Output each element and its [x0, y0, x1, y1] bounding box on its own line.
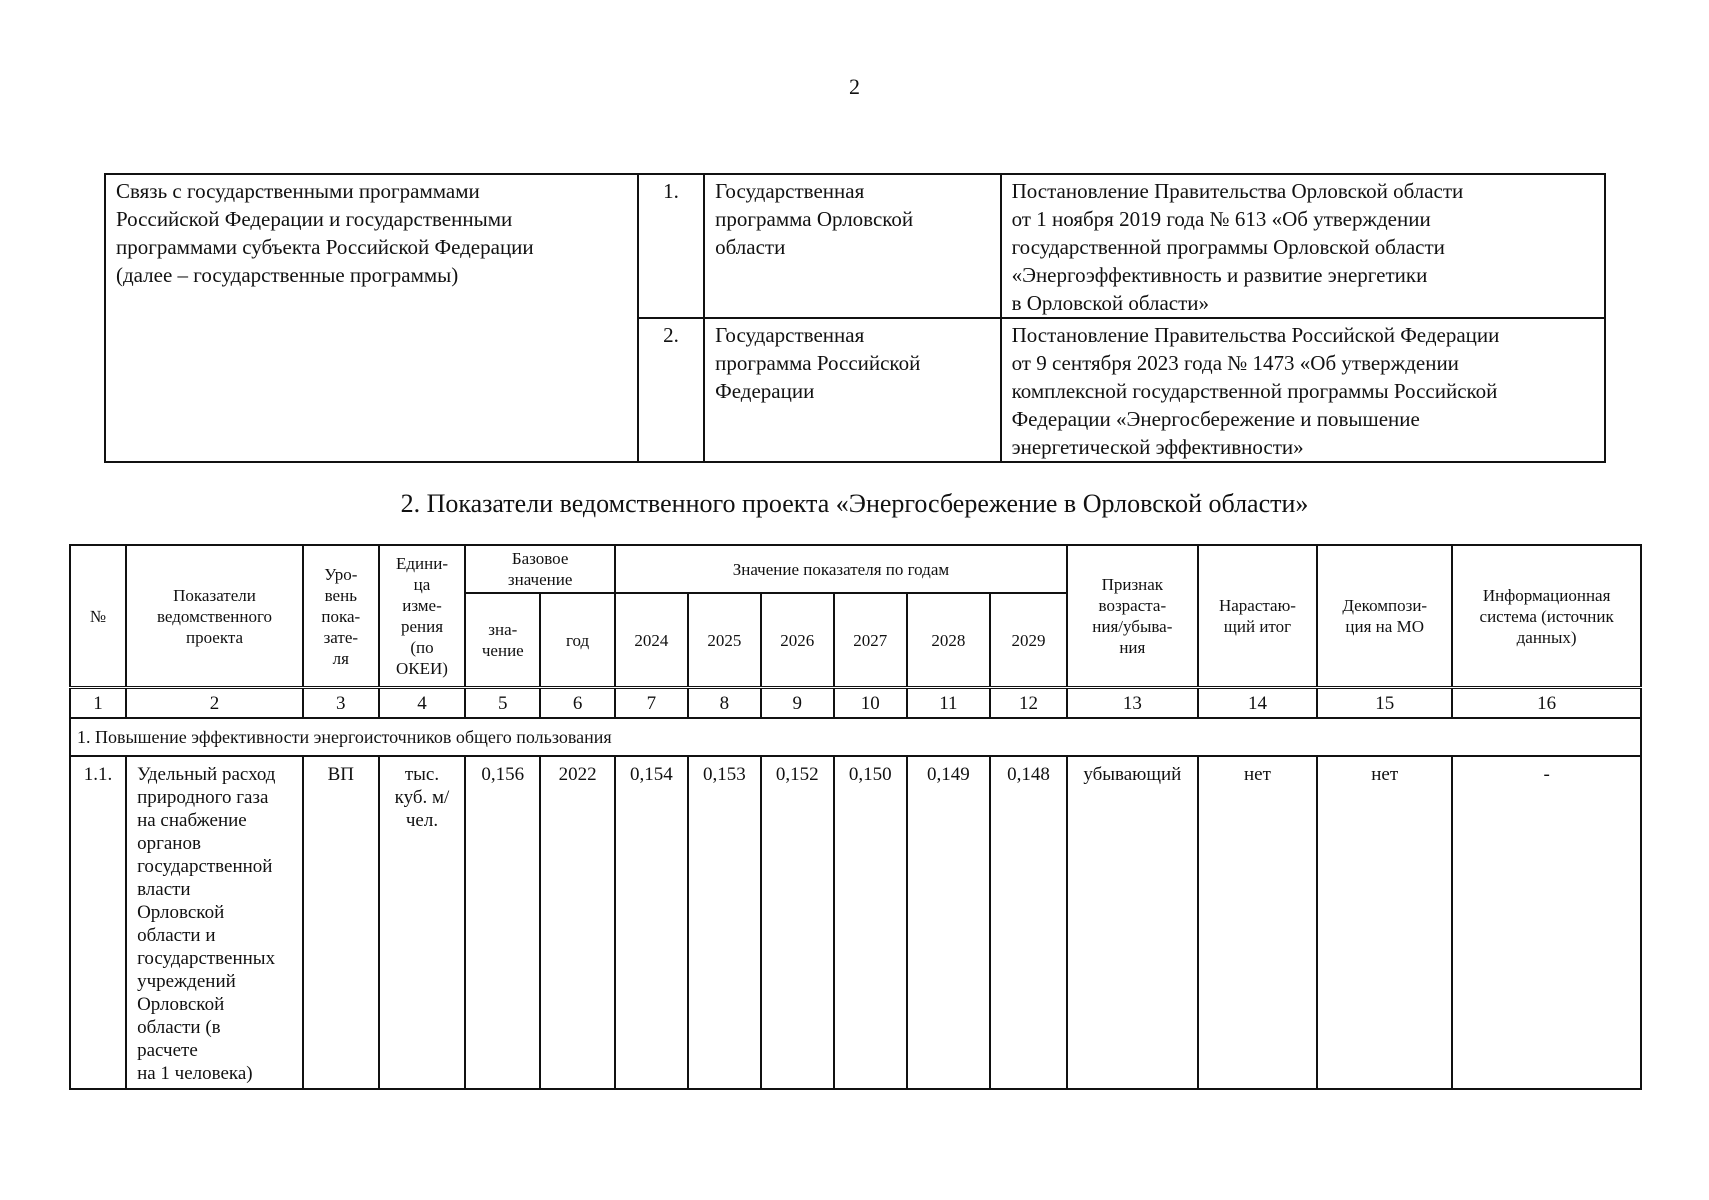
- header-base: Базовое значение: [465, 545, 615, 593]
- header-unit: Едини- ца изме- рения (по ОКЕИ): [379, 545, 466, 688]
- row-number: 1.1.: [70, 756, 126, 1089]
- indicators-table: [69, 544, 1642, 1090]
- header-name: Показатели ведомственного проекта: [126, 545, 303, 688]
- table-row: [70, 756, 1641, 1089]
- column-number: 11: [907, 688, 990, 719]
- links-row-number: 1.: [638, 174, 704, 318]
- year-value: 0,150: [834, 756, 907, 1089]
- links-label: Связь с государственными программами Российской Федерации и государственными программами субъекта Российской Федерации (далее – государственные программы): [105, 174, 638, 462]
- header-base-year: год: [540, 593, 615, 688]
- year-value: 0,154: [615, 756, 688, 1089]
- year-value: 0,152: [761, 756, 834, 1089]
- indicator-name: Удельный расход природного газа на снабжение органов государственной власти Орловской области и государственных учреждений Орловской области (в расчете на 1 человека): [126, 756, 303, 1089]
- year-value: 0,148: [990, 756, 1067, 1089]
- header-cumulative: Нарастаю- щий итог: [1198, 545, 1317, 688]
- page-number: 2: [849, 74, 860, 99]
- links-program-name: Государственная программа Орловской области: [704, 174, 1000, 318]
- links-program-name: Государственная программа Российской Федерации: [704, 318, 1000, 462]
- column-number: 10: [834, 688, 907, 719]
- header-info-system: Информационная система (источник данных): [1452, 545, 1641, 688]
- column-number: 7: [615, 688, 688, 719]
- header-base-value: зна- чение: [465, 593, 540, 688]
- column-number: 8: [688, 688, 761, 719]
- cumulative-total: нет: [1198, 756, 1317, 1089]
- section-title: 2. Показатели ведомственного проекта «Энергосбережение в Орловской области»: [400, 489, 1309, 518]
- base-value: 0,156: [465, 756, 540, 1089]
- header-year: 2029: [990, 593, 1067, 688]
- header-row-1: [70, 545, 1641, 593]
- column-number: 12: [990, 688, 1067, 719]
- column-number: 2: [126, 688, 303, 719]
- column-number: 3: [303, 688, 379, 719]
- header-by-years: Значение показателя по годам: [615, 545, 1067, 593]
- column-number: 9: [761, 688, 834, 719]
- column-number: 14: [1198, 688, 1317, 719]
- info-system: -: [1452, 756, 1641, 1089]
- column-number: 13: [1067, 688, 1198, 719]
- links-program-document: Постановление Правительства Орловской области от 1 ноября 2019 года № 613 «Об утверждении государственной программы Орловской области «Энергоэффективность и развитие энергетики в Орловской области»: [1001, 174, 1605, 318]
- indicator-unit: тыс. куб. м/ чел.: [379, 756, 466, 1089]
- program-links-table: [104, 173, 1606, 463]
- header-decomposition: Декомпози- ция на МО: [1317, 545, 1452, 688]
- header-year: 2028: [907, 593, 990, 688]
- trend-sign: убывающий: [1067, 756, 1198, 1089]
- header-sign: Признак возраста- ния/убыва- ния: [1067, 545, 1198, 688]
- header-year: 2026: [761, 593, 834, 688]
- year-value: 0,149: [907, 756, 990, 1089]
- links-row-1: [105, 174, 1605, 318]
- header-level: Уро- вень пока- зате- ля: [303, 545, 379, 688]
- decomposition: нет: [1317, 756, 1452, 1089]
- links-program-document: Постановление Правительства Российской Федерации от 9 сентября 2023 года № 1473 «Об утверждении комплексной государственной программы Российской Федерации «Энергосбережение и повышение энергетической эффективности»: [1001, 318, 1605, 462]
- column-numbers-row: [70, 688, 1641, 719]
- column-number: 6: [540, 688, 615, 719]
- year-value: 0,153: [688, 756, 761, 1089]
- header-year: 2025: [688, 593, 761, 688]
- section-row: [70, 718, 1641, 756]
- column-number: 16: [1452, 688, 1641, 719]
- column-number: 15: [1317, 688, 1452, 719]
- column-number: 4: [379, 688, 466, 719]
- header-year: 2024: [615, 593, 688, 688]
- column-number: 5: [465, 688, 540, 719]
- section-row-label: 1. Повышение эффективности энергоисточников общего пользования: [70, 718, 1641, 756]
- links-row-number: 2.: [638, 318, 704, 462]
- header-year: 2027: [834, 593, 907, 688]
- base-year: 2022: [540, 756, 615, 1089]
- column-number: 1: [70, 688, 126, 719]
- indicator-level: ВП: [303, 756, 379, 1089]
- header-num: №: [70, 545, 126, 688]
